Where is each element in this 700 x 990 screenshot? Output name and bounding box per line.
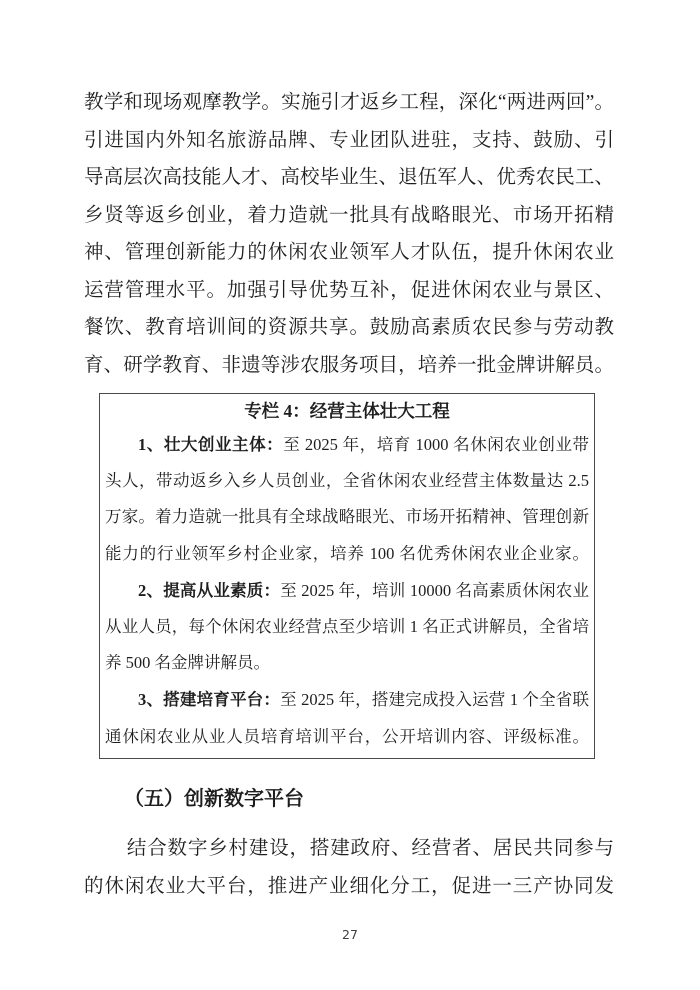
text-line: 1、壮大创业主体：至 2025 年，培育 1000 名休闲农业创业带	[138, 435, 590, 454]
page-number: 27	[342, 927, 358, 942]
text-line: 通休闲农业从业人员培育培训平台，公开培训内容、评级标准。	[105, 726, 589, 746]
text-line: 引进国内外知名旅游品牌、专业团队进驻，支持、鼓励、引	[84, 129, 614, 151]
text-line: 育、研学教育、非遗等涉农服务项目，培养一批金牌讲解员。	[84, 354, 614, 376]
text-line: 头人，带动返乡入乡人员创业，全省休闲农业经营主体数量达 2.5	[105, 471, 589, 491]
text-line: 万家。着力造就一批具有全球战略眼光、市场开拓精神、管理创新	[105, 507, 589, 527]
top-paragraph	[84, 84, 614, 384]
text-line: 导高层次高技能人才、高校毕业生、退伍军人、优秀农民工、	[84, 167, 614, 188]
text-line: 乡贤等返乡创业，着力造就一批具有战略眼光、市场开拓精	[84, 204, 614, 226]
text-line: 从业人员，每个休闲农业经营点至少培训 1 名正式讲解员，全省培	[105, 617, 589, 637]
text-line: 结合数字乡村建设，搭建政府、经营者、居民共同参与	[126, 838, 614, 859]
box-items	[105, 427, 589, 755]
text-line: 餐饮、教育培训间的资源共享。鼓励高素质农民参与劳动教	[84, 317, 614, 338]
text-line: 运营管理水平。加强引导优势互补，促进休闲农业与景区、	[84, 279, 614, 301]
text-line: 教学和现场观摩教学。实施引才返乡工程，深化“两进两回”。	[84, 92, 614, 113]
box-item	[105, 682, 589, 754]
box-item	[105, 427, 589, 572]
text-line: 能力的行业领军乡村企业家，培养 100 名优秀休闲农业企业家。	[105, 543, 589, 563]
section-heading: （五）创新数字平台	[124, 788, 304, 810]
item-lead: 3、搭建培育平台：	[138, 690, 281, 710]
text-line: 的休闲农业大平台，推进产业细化分工，促进一三产协同发	[84, 875, 614, 897]
box-item	[105, 573, 589, 682]
item-lead: 1、壮大创业主体：	[138, 435, 284, 454]
column-4-box	[99, 393, 595, 759]
box-title: 专栏 4：经营主体壮大工程	[244, 401, 450, 421]
text-line: 神、管理创新能力的休闲农业领军人才队伍，提升休闲农业	[84, 242, 614, 263]
text-line: 3、搭建培育平台：至 2025 年，搭建完成投入运营 1 个全省联	[138, 690, 590, 710]
item-lead: 2、提高从业素质：	[138, 580, 281, 600]
text-line: 养 500 名金牌讲解员。	[105, 653, 270, 673]
bottom-paragraph	[84, 830, 614, 905]
text-line: 2、提高从业素质：至 2025 年，培训 10000 名高素质休闲农业	[138, 580, 590, 600]
